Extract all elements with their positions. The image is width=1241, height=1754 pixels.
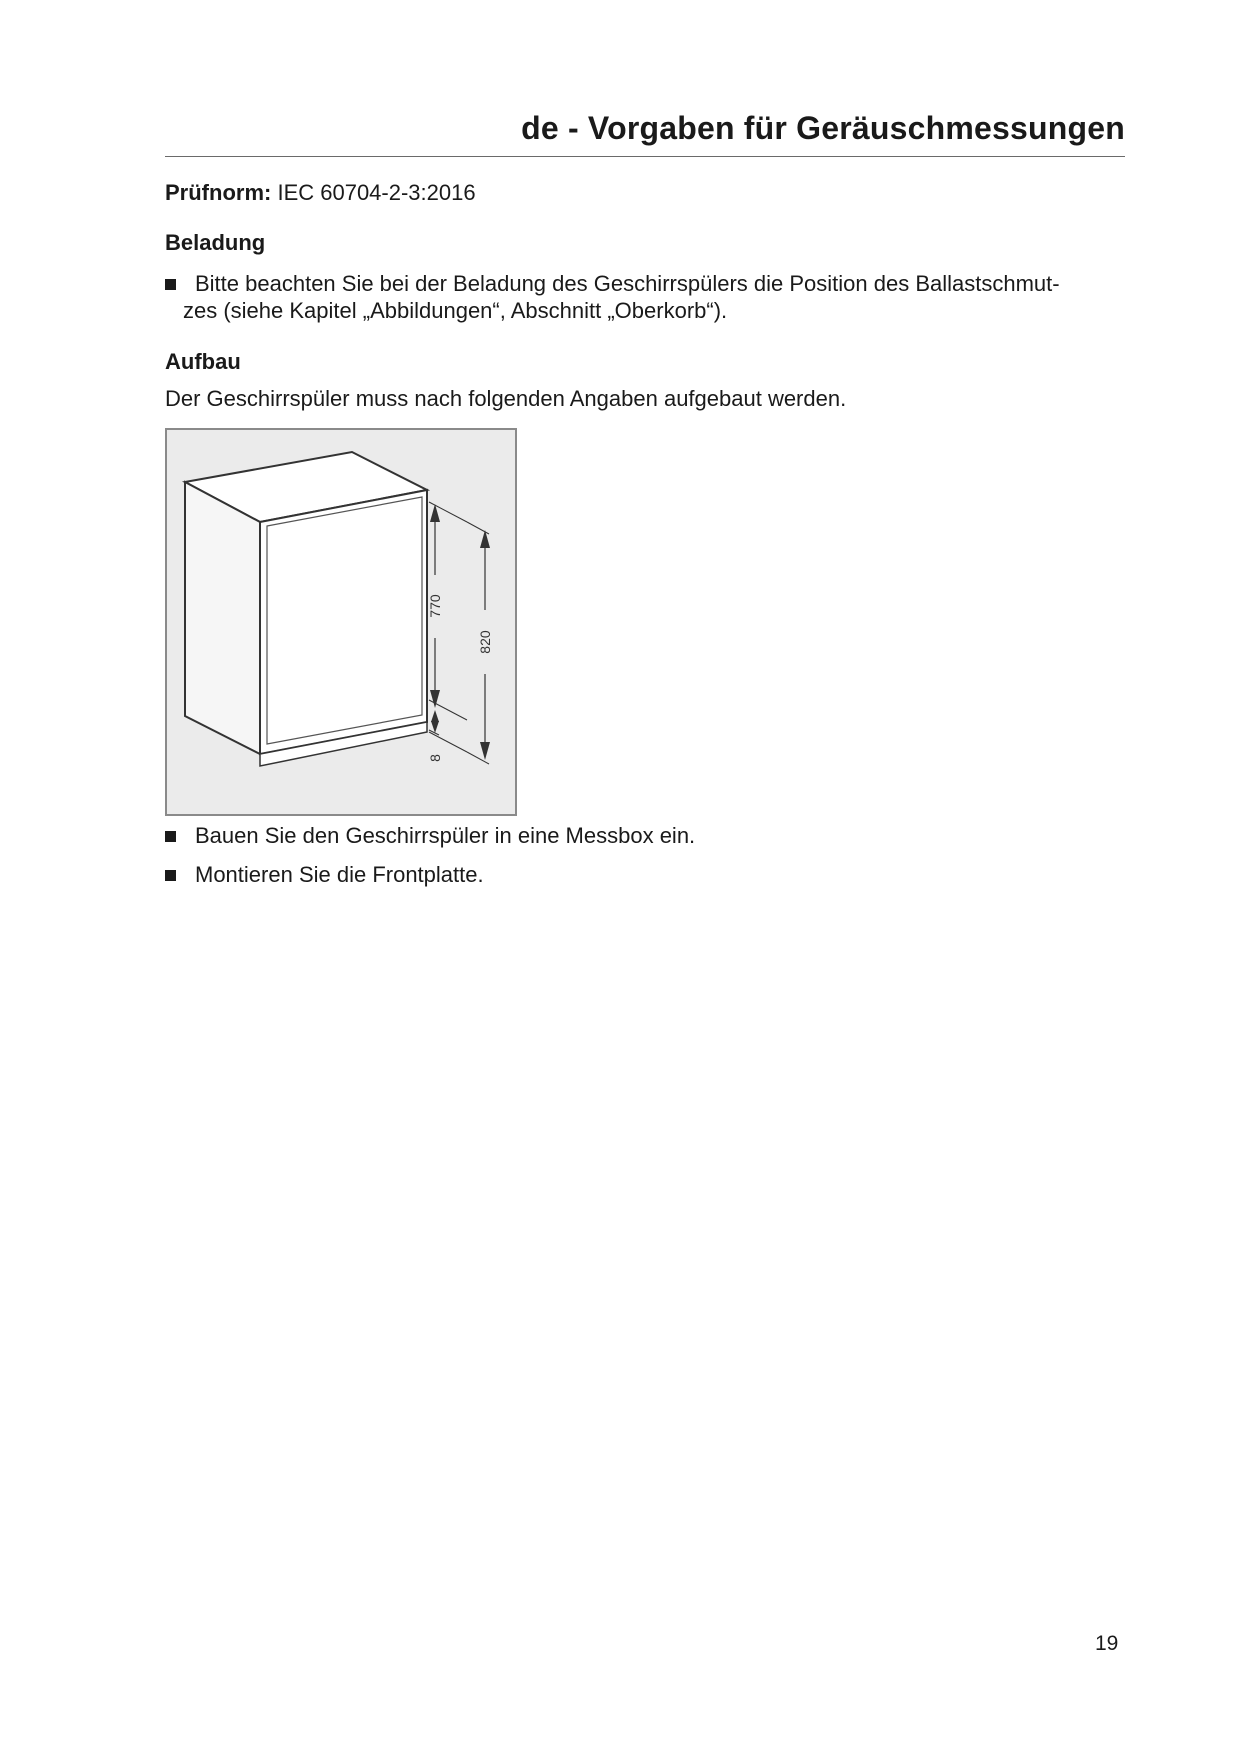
heading-aufbau: Aufbau: [165, 349, 241, 374]
test-standard-value: IEC 60704-2-3:2016: [277, 180, 476, 205]
header-divider: [165, 156, 1125, 157]
test-standard-line: [165, 180, 476, 206]
list-item: [165, 861, 1145, 888]
extension-line: [467, 522, 489, 534]
list-item: [165, 270, 1145, 324]
page-title: de - Vorgaben für Geräuschmessungen: [521, 110, 1125, 146]
installation-dimension-figure: [165, 428, 517, 816]
extension-line: [429, 732, 467, 752]
list-item: [165, 822, 1145, 849]
dim-label-770: 770: [427, 594, 443, 618]
cabinet-front: [260, 490, 427, 754]
heading-beladung: Beladung: [165, 230, 266, 255]
arrowhead: [431, 710, 439, 722]
dim-label-820: 820: [477, 630, 493, 654]
bullet-text-line1: Bitte beachten Sie bei der Beladung des Geschirrspülers die Position des Ballastschmut-: [195, 271, 1060, 296]
bullet-text-line2: zes (siehe Kapitel „Abbildungen“, Abschnitt „Oberkorb“).: [183, 298, 728, 323]
bullet-text: Bauen Sie den Geschirrspüler in eine Messbox ein.: [195, 823, 696, 848]
arrowhead: [480, 530, 490, 548]
dishwasher-dimension-drawing: [167, 430, 515, 814]
bullet-marker: [165, 870, 176, 881]
arrowhead: [480, 742, 490, 760]
bullet-text: Montieren Sie die Frontplatte.: [195, 862, 484, 887]
cabinet-side: [185, 482, 260, 754]
bullet-marker: [165, 831, 176, 842]
dim-label-8: 8: [427, 754, 443, 762]
test-standard-label: Prüfnorm:: [165, 180, 272, 205]
bullet-marker: [165, 279, 176, 290]
page-number: 19: [1095, 1632, 1119, 1655]
aufbau-intro: Der Geschirrspüler muss nach folgenden Angaben aufgebaut werden.: [165, 386, 847, 411]
